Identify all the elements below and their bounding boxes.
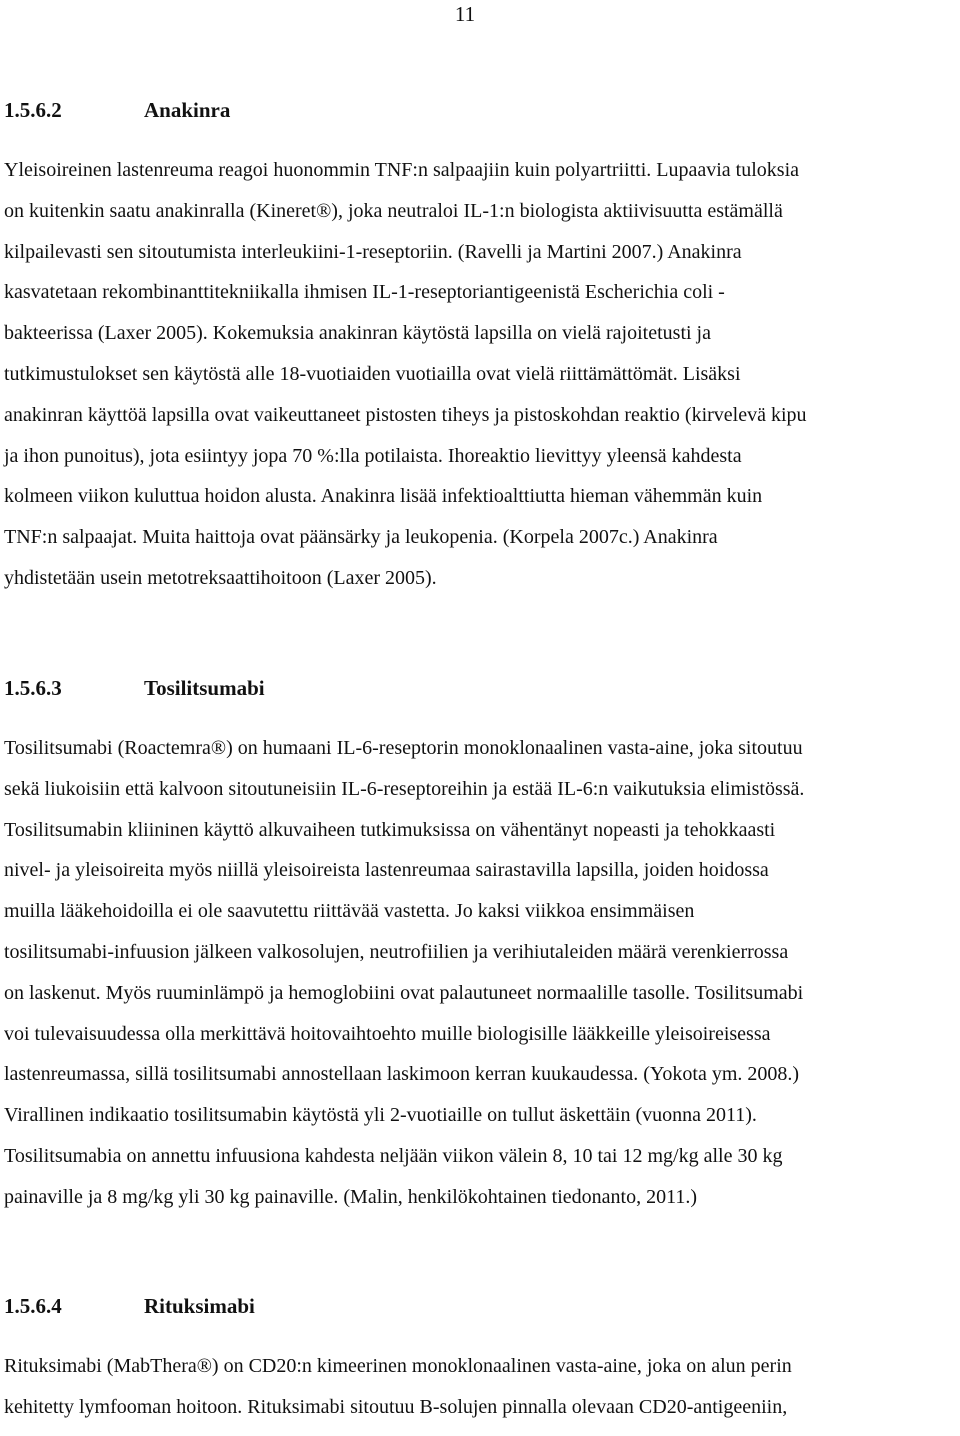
text-line: ja ihon punoitus), jota esiintyy jopa 70 %:lla potilaista. Ihoreaktio lievittyy yleensä kahdesta xyxy=(4,444,742,467)
section-number: 1.5.6.2 xyxy=(4,98,62,122)
section-title: Tosilitsumabi xyxy=(144,676,265,700)
text-line: on kuitenkin saatu anakinralla (Kineret®), joka neutraloi IL-1:n biologista aktiivisuutta estämällä xyxy=(4,199,783,222)
text-line: tosilitsumabi-infuusion jälkeen valkosolujen, neutrofiilien ja verihiutaleiden määrä verenkierrossa xyxy=(4,940,789,963)
text-line: bakteerissa (Laxer 2005). Kokemuksia anakinran käytöstä lapsilla on vielä rajoitetusti ja xyxy=(4,322,711,345)
text-line: Tosilitsumabin kliininen käyttö alkuvaiheen tutkimuksissa on vähentänyt nopeasti ja tehokkaasti xyxy=(4,818,776,841)
text-line: voi tulevaisuudessa olla merkittävä hoitovaihtoehto muille biologisille lääkkeille yleisoireisessa xyxy=(4,1022,771,1045)
text-line: kehitetty lymfooman hoitoon. Rituksimabi sitoutuu B-solujen pinnalla olevaan CD20-antigeeniin, xyxy=(4,1395,788,1418)
text-line: on laskenut. Myös ruuminlämpö ja hemoglobiini ovat palautuneet normaalille tasolle. Tosilitsumabi xyxy=(4,981,804,1004)
text-line: anakinran käyttöä lapsilla ovat vaikeuttaneet pistosten tiheys ja pistoskohdan reaktio (kirvelevä kipu xyxy=(4,403,807,426)
text-line: kilpailevasti sen sitoutumista interleukiini-1-reseptoriin. (Ravelli ja Martini 2007.) Anakinra xyxy=(4,240,742,263)
text-line: Yleisoireinen lastenreuma reagoi huonommin TNF:n salpaajiin kuin polyartriitti. Lupaavia tuloksia xyxy=(4,159,800,181)
text-line: Tosilitsumabi (Roactemra®) on humaani IL-6-reseptorin monoklonaalinen vasta-aine, joka sitoutuu xyxy=(4,737,803,759)
section-heading-anakinra xyxy=(4,98,230,122)
text-line: yhdistetään usein metotreksaattihoitoon (Laxer 2005). xyxy=(4,566,437,589)
section-number: 1.5.6.3 xyxy=(4,676,62,700)
text-line: TNF:n salpaajat. Muita haittoja ovat päänsärky ja leukopenia. (Korpela 2007c.) Anakinra xyxy=(4,526,718,549)
text-line: Virallinen indikaatio tosilitsumabin käytöstä yli 2-vuotiaille on tullut äskettäin (vuonna 2011). xyxy=(4,1104,757,1127)
text-line: kasvatetaan rekombinanttitekniikalla ihmisen IL-1-reseptoriantigeenistä Escherichia coli - xyxy=(4,281,725,304)
text-line: tutkimustulokset sen käytöstä alle 18-vuotiaiden vuotiailla ovat vielä riittämättömät. Lisäksi xyxy=(4,362,741,385)
text-line: Rituksimabi (MabThera®) on CD20:n kimeerinen monoklonaalinen vasta-aine, joka on alun perin xyxy=(4,1355,792,1377)
section-title: Anakinra xyxy=(144,98,231,122)
text-line: Tosilitsumabia on annettu infuusiona kahdesta neljään viikon välein 8, 10 tai 12 mg/kg alle 30 kg xyxy=(4,1144,783,1167)
section-title: Rituksimabi xyxy=(144,1294,255,1318)
paragraph-rituksimabi xyxy=(4,1354,956,1436)
text-line: sekä liukoisiin että kalvoon sitoutuneisiin IL-6-reseptoreihin ja estää IL-6:n vaikutuksia elimistössä. xyxy=(4,777,805,800)
section-number: 1.5.6.4 xyxy=(4,1294,62,1318)
text-line: nivel- ja yleisoireita myös niillä yleisoireista lastenreumaa sairastavilla lapsilla, joiden hoidossa xyxy=(4,859,769,882)
text-line: lastenreumassa, sillä tosilitsumabi annostellaan laskimoon kerran kuukaudessa. (Yokota ym. 2008.) xyxy=(4,1063,800,1086)
page-number: 11 xyxy=(454,2,476,26)
text-line: painaville ja 8 mg/kg yli 30 kg painaville. (Malin, henkilökohtainen tiedonanto, 2011.) xyxy=(4,1185,698,1208)
paragraph-anakinra xyxy=(4,158,956,607)
text-line: kolmeen viikon kuluttua hoidon alusta. Anakinra lisää infektioalttiutta hieman vähemmän kuin xyxy=(4,485,763,508)
section-heading-rituksimabi xyxy=(4,1294,255,1318)
paragraph-tosilitsumabi xyxy=(4,736,956,1226)
section-heading-tosilitsumabi xyxy=(4,676,265,700)
text-line: muilla lääkehoidoilla ei ole saavutettu riittävää vastetta. Jo kaksi viikkoa ensimmäisen xyxy=(4,900,695,923)
